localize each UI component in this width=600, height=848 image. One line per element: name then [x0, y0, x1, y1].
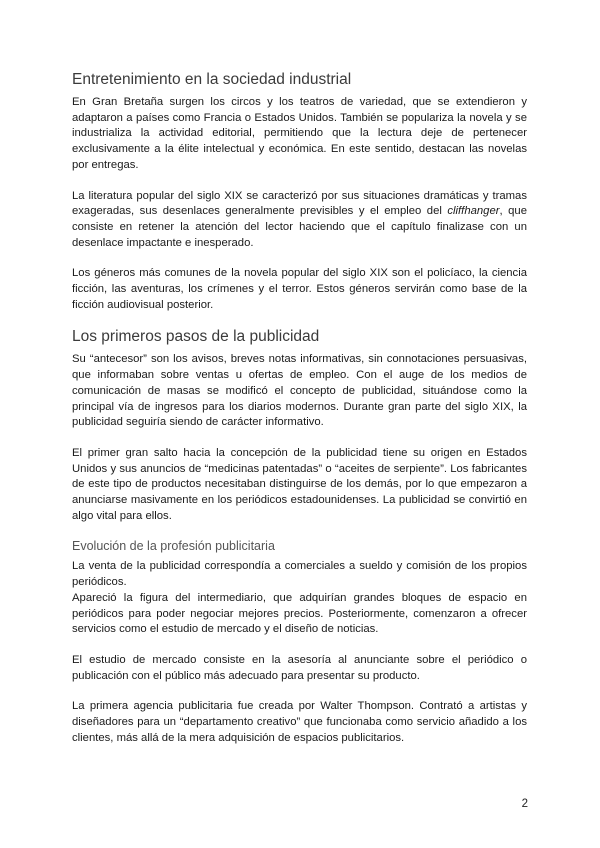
text-run: , que consiste en retener la atención del lector haciendo que el capítulo finalizase con un desenlace impactante e inesperado. [72, 205, 527, 249]
page-number: 2 [521, 798, 528, 810]
paragraph: El estudio de mercado consiste en la asesoría al anunciante sobre el periódico o publicación con el público más adecuado para presentar su producto. [72, 653, 527, 682]
paragraph: Los géneros más comunes de la novela popular del siglo XIX son el policíaco, la ciencia ficción, las aventuras, los crímenes y el terror. Estos géneros servirán como base de la ficción audiovisual posterior. [72, 267, 527, 311]
paragraph: La venta de la publicidad correspondía a comerciales a sueldo y comisión de los propios periódicos. [72, 560, 527, 589]
paragraph: Apareció la figura del intermediario, que adquirían grandes bloques de espacio en periódicos para poder negociar mejores precios. Posteriormente, comenzaron a ofrecer servicios como el estudio de mercado y el diseño de noticias. [72, 591, 527, 636]
section-heading-entretenimiento: Entretenimiento en la sociedad industrial [72, 71, 352, 88]
paragraph: Su “antecesor” son los avisos, breves notas informativas, sin connotaciones persuasivas, que informaban sobre ventas u ofertas de empleo. Con el auge de los medios de comunicación de masas se modificó el concepto de publicidad, situándose como la principal vía de ingresos para los diarios modernos. Durante gran parte del siglo XIX, la publicidad seguiría siendo de carácter informativo. [72, 353, 527, 429]
section-heading-publicidad: Los primeros pasos de la publicidad [72, 328, 320, 346]
italic-term: cliffhanger [447, 205, 500, 218]
paragraph: El primer gran salto hacia la concepción de la publicidad tiene su origen en Estados Unidos y sus anuncios de “medicinas patentadas” o “aceites de serpiente”. Los fabricantes de este tipo de productos necesitaban distinguirse de los demás, por lo que empezaron a anunciarse masivamente en los periódicos estadounidenses. La publicidad se convirtió en algo vital para ellos. [72, 446, 527, 522]
document-page [72, 70, 527, 747]
paragraph: En Gran Bretaña surgen los circos y los teatros de variedad, que se extendieron y adaptaron a países como Francia o Estados Unidos. También se populariza la novela y se industrializa la actividad editorial, permitiendo que la lectura deje de pertenecer exclusivamente a la élite intelectual y económica. En este sentido, destacan las novelas por entregas. [72, 96, 527, 171]
paragraph [72, 189, 527, 252]
paragraph: La primera agencia publicitaria fue creada por Walter Thompson. Contrató a artistas y diseñadores para un “departamento creativo” que funcionaba como servicio añadido a los clientes, más allá de la mera adquisición de espacios publicitarios. [72, 700, 527, 744]
subsection-heading-evolucion: Evolución de la profesión publicitaria [72, 539, 275, 554]
text-run: La literatura popular del siglo XIX se caracterizó por sus situaciones dramáticas y tramas exageradas, sus desenlaces generalmente previsibles y el empleo del [72, 189, 527, 218]
